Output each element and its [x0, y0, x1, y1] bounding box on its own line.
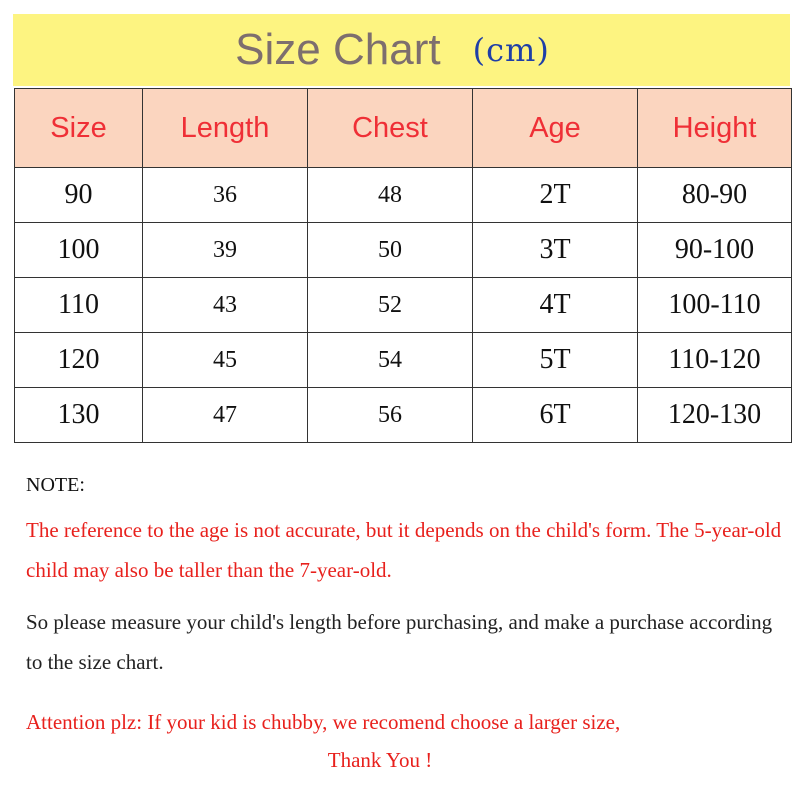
cell-size: 90 — [15, 168, 143, 223]
attention-note: Attention plz: If your kid is chubby, we recomend choose a larger size, — [26, 710, 621, 734]
cell-length: 45 — [143, 333, 308, 388]
cell-chest: 56 — [308, 388, 473, 443]
header-size: Size — [15, 89, 143, 168]
cell-age: 2T — [473, 168, 638, 223]
cell-size: 100 — [15, 223, 143, 278]
cell-length: 43 — [143, 278, 308, 333]
header-age: Age — [473, 89, 638, 168]
cell-height: 120-130 — [638, 388, 792, 443]
measure-advice-note: So please measure your child's length before purchasing, and make a purchase according to the size chart. — [26, 610, 773, 674]
cell-size: 110 — [15, 278, 143, 333]
size-table — [14, 88, 792, 443]
cell-chest: 54 — [308, 333, 473, 388]
header-height: Height — [638, 89, 792, 168]
header-chest: Chest — [308, 89, 473, 168]
table-row — [15, 168, 792, 223]
cell-age: 3T — [473, 223, 638, 278]
cell-age: 6T — [473, 388, 638, 443]
cell-height: 110-120 — [638, 333, 792, 388]
note-label: NOTE: — [26, 474, 85, 496]
table-row — [15, 278, 792, 333]
banner-unit: (cm) — [472, 31, 550, 69]
thanks-container — [0, 748, 800, 773]
table-row — [15, 223, 792, 278]
table-header-row — [15, 89, 792, 168]
cell-age: 4T — [473, 278, 638, 333]
cell-size: 130 — [15, 388, 143, 443]
cell-age: 5T — [473, 333, 638, 388]
banner-title: Size Chart — [235, 25, 441, 74]
thank-you-text: Thank You ! — [327, 748, 433, 772]
cell-chest: 50 — [308, 223, 473, 278]
cell-chest: 48 — [308, 168, 473, 223]
cell-height: 80-90 — [638, 168, 792, 223]
table-row — [15, 388, 792, 443]
cell-chest: 52 — [308, 278, 473, 333]
cell-size: 120 — [15, 333, 143, 388]
table-row — [15, 333, 792, 388]
cell-length: 36 — [143, 168, 308, 223]
cell-height: 100-110 — [638, 278, 792, 333]
cell-height: 90-100 — [638, 223, 792, 278]
size-chart-banner — [13, 14, 790, 86]
header-length: Length — [143, 89, 308, 168]
cell-length: 47 — [143, 388, 308, 443]
age-accuracy-note: The reference to the age is not accurate, but it depends on the child's form. The 5-year-old child may also be taller than the 7-year-old. — [26, 518, 782, 582]
cell-length: 39 — [143, 223, 308, 278]
